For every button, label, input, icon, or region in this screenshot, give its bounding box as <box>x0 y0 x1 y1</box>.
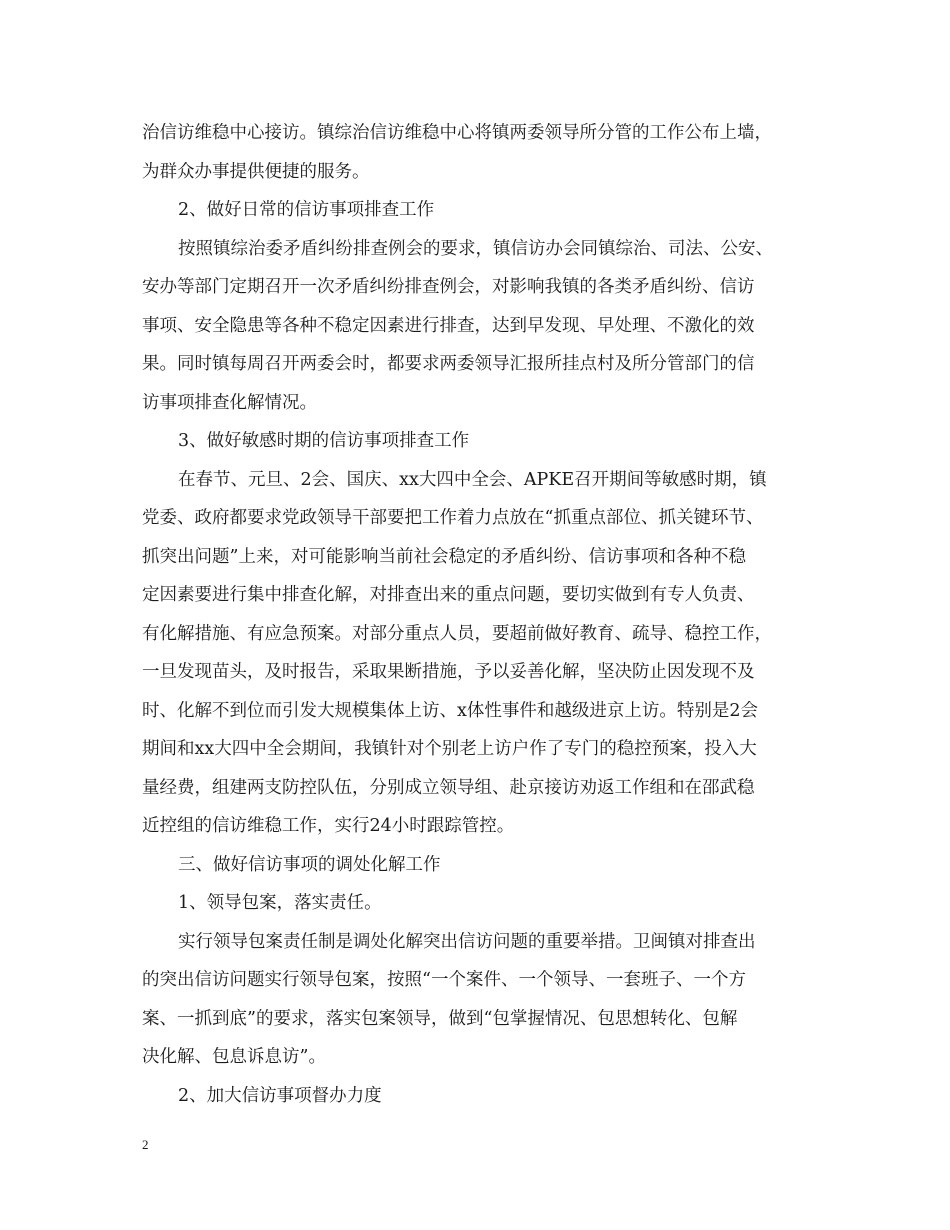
body-text <box>142 114 802 1115</box>
text-line: 三、做好信访事项的调处化解工作 <box>178 854 441 875</box>
text-line: 决化解、包息诉息访”。 <box>142 1047 326 1067</box>
page-number: 2 <box>142 1137 149 1152</box>
text-line: 3、做好敏感时期的信访事项排查工作 <box>178 431 470 451</box>
text-line: 按照镇综治委矛盾纠纷排查例会的要求，镇信访办会同镇综治、司法、公安、 <box>178 238 773 259</box>
text-line: 为群众办事提供便捷的服务。 <box>142 161 370 182</box>
text-line: 访事项排查化解情况。 <box>142 392 317 413</box>
text-line: 近控组的信访维稳工作，实行24小时跟踪管控。 <box>142 816 515 836</box>
text-line: 事项、安全隐患等各种不稳定因素进行排查，达到早发现、早处理、不激化的效 <box>142 315 755 336</box>
text-line: 定因素要进行集中排查化解，对排查出来的重点问题，要切实做到有专人负责、 <box>142 585 755 605</box>
text-line: 安办等部门定期召开一次矛盾纠纷排查例会，对影响我镇的各类矛盾纠纷、信访 <box>142 277 755 297</box>
text-line: 2、加大信访事项督办力度 <box>178 1085 382 1106</box>
text-line: 一旦发现苗头，及时报告，采取果断措施，予以妥善化解，坚决防止因发现不及 <box>142 662 755 682</box>
text-line: 治信访维稳中心接访。镇综治信访维稳中心将镇两委领导所分管的工作公布上墙， <box>142 123 772 143</box>
text-line: 抓突出问题”上来，对可能影响当前社会稳定的矛盾纠纷、信访事项和各种不稳 <box>142 546 746 567</box>
text-line: 有化解措施、有应急预案。对部分重点人员，要超前做好教育、疏导、稳控工作， <box>142 623 772 644</box>
text-line: 1、领导包案，落实责任。 <box>178 893 382 913</box>
text-line: 实行领导包案责任制是调处化解突出信访问题的重要举措。卫闽镇对排查出 <box>178 931 756 952</box>
text-line: 时、化解不到位而引发大规模集体上访、x体性事件和越级进京上访。特别是2会 <box>142 700 759 721</box>
text-line: 案、一抓到底”的要求，落实包案领导，做到“包掌握情况、包思想转化、包解 <box>142 1008 738 1029</box>
text-line: 党委、政府都要求党政领导干部要把工作着力点放在“抓重点部位、抓关键环节、 <box>142 508 764 528</box>
text-line: 在春节、元旦、2会、国庆、xx大四中全会、APKE召开期间等敏感时期，镇 <box>178 469 767 490</box>
text-line: 2、做好日常的信访事项排查工作 <box>178 200 435 220</box>
text-line: 量经费，组建两支防控队伍，分别成立领导组、赴京接访劝返工作组和在邵武稳 <box>142 777 755 798</box>
text-line: 果。同时镇每周召开两委会时，都要求两委领导汇报所挂点村及所分管部门的信 <box>142 354 755 374</box>
text-line: 期间和xx大四中全会期间，我镇针对个别老上访户作了专门的稳控预案，投入大 <box>142 739 757 759</box>
text-line: 的突出信访问题实行领导包案，按照“一个案件、一个领导、一套班子、一个方 <box>142 970 746 990</box>
